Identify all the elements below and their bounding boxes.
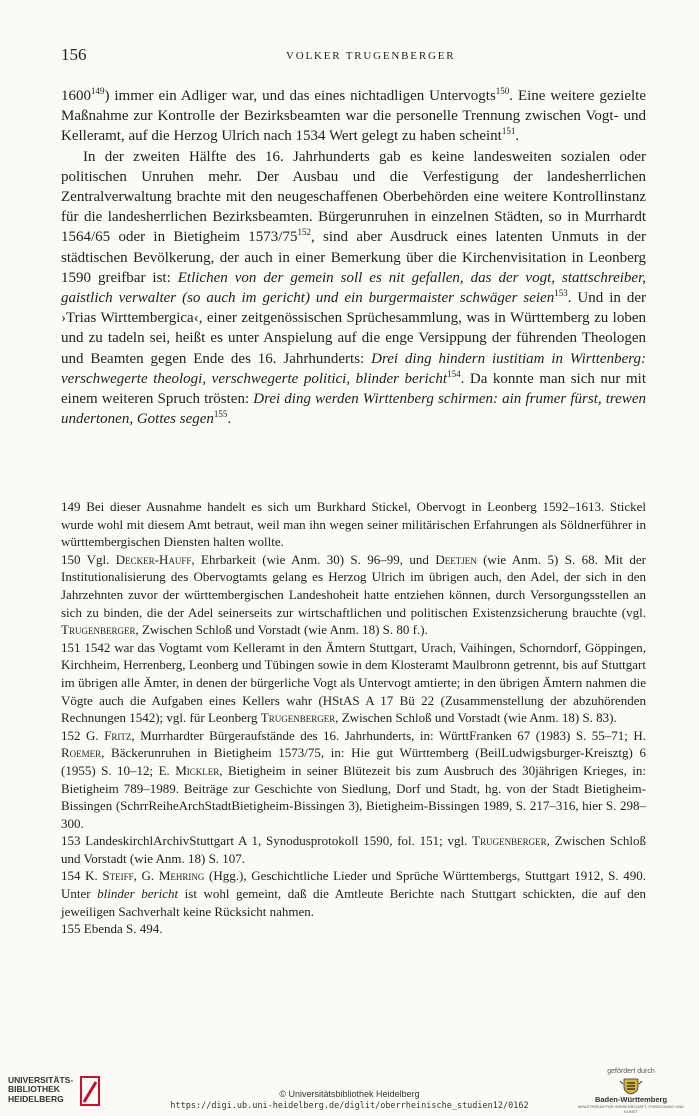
footnote-number: 150 [61,551,81,567]
footnote-154 [61,867,646,920]
state-crest-icon [618,1077,644,1095]
author-name: Mickler [175,762,220,778]
library-name-line: UNIVERSITÄTS- [8,1075,74,1085]
footnotes [61,498,646,938]
paragraph-2 [61,147,646,430]
footnote-text: Vgl. [86,551,116,567]
footnote-number: 151 [61,639,81,655]
author-name: Trugenberger [472,833,547,849]
footnote-text: , Zwischen Schloß und Vorstadt (wie Anm. 18) S. 107. [61,833,647,866]
footnote-text: K. [85,868,103,884]
footnote-number: 155 [61,921,81,937]
footnote-text: LandeskirchlArchivStuttgart A 1, Synodusprotokoll 1590, fol. 151; vgl. [85,833,473,849]
author-name: Steiff [102,868,134,884]
author-name: Fritz [104,727,132,743]
footnote-text: Bei dieser Ausnahme handelt es sich um Burkhard Stickel, Obervogt in Leonberg 1592–1613. Stickel wurde wohl mit diesem Amt betraut, weil man ihn wegen seiner militärischen Erfahrungen als Söldnerführer in württembergischen Diensten halten wollte. [61,499,647,550]
footnote-ref-155[interactable]: 155 [213,409,228,420]
funder-name: Baden-Württemberg [594,1095,668,1104]
footnote-text: , Bietigheim in seiner Blütezeit bis zum Ausbruch des 30jährigen Krieges, in: Bietigheim 789–1989. Beiträge zur Geschichte von Siedlung, Dorf und Stadt, hg. von der Stadt Bietigheim-Bissingen (SchrrReiheArchStadtBietigheim-Bissingen 3), Bietigheim-Bissingen 1989, S. 217–316, hier S. 298–300. [61,762,646,831]
footnote-155 [61,920,646,938]
footnote-text: , Zwischen Schloß und Vorstadt (wie Anm. 18) S. 80 f.). [135,622,428,638]
footnote-ref-150[interactable]: 150 [495,86,510,96]
footnote-text: , Zwischen Schloß und Vorstadt (wie Anm. 18) S. 83). [335,710,617,726]
footnote-number: 149 [61,499,81,514]
quote-term: blinder bericht [97,886,179,902]
quote-trias: Drei ding hindern iustitiam in Wirttenberg: verschwegerte theologi, verschwegerte politici, blinder bericht [61,350,647,387]
text-run: . [515,128,520,145]
text-run: . Da konnte man sich nur mit einem weiteren Spruch trösten: [61,370,646,408]
running-head: VOLKER TRUGENBERGER [286,50,456,62]
page-header [61,45,651,69]
quote-leonberg: Etlichen von der gemein soll es nit gefallen, das der vogt, stattschreiber, gaistlich verwalter (so auch im gericht) und ein burgermaister schwäger seien [61,269,647,307]
footnote-text: , Murrhardter Bürgeraufstände des 16. Jahrhunderts, in: WürttFranken 67 (1983) S. 55–71; H. [131,727,647,743]
author-name: Trugenberger [260,710,336,726]
copyright: © Universitätsbibliothek Heidelberg [279,1089,420,1099]
footnote-text: ist wohl gemeint, daß die Amtleute Berichte nach Stuttgart schickten, die auf den jeweiligen Sachverhalt keine Rücksicht nahmen. [61,886,646,919]
footnote-text: (Hgg.), Geschichtliche Lieder und Sprüche Württembergs, Stuttgart 1912, S. 490. Unter [61,868,646,902]
funder-logo[interactable] [571,1068,691,1114]
footnote-text: Ebenda S. 494. [83,921,163,937]
footnote-150 [61,551,646,639]
footnote-text: 1542 war das Vogtamt vom Kelleramt in den Ämtern Stuttgart, Urach, Vaihingen, Schorndorf, Göppingen, Kirchheim, Herrenberg, Leonberg und Tübingen sowie in dem Klosteramt Maulbronn getrennt, bis auf Stuttgart im übrigen alle Ämter, in denen der bürgerliche Vogt als Untervogt amtierte; in den übrigen Ämtern nahmen die Vögte auch die Aufgaben eines Kellers wahr (HStAS A 17 Bü 22 (Zusammenstellung der abzuhörenden Rechnungen 1542); vgl. für Leonberg [61,639,646,726]
text-run: . Und in der ›Trias Wirttembergica‹, einer zeitgenössischen Sprüchesammlung, was in Württemberg zu loben und zu tadeln sei, heißt es unter Anspielung auf die enge Versippung der führenden Theologen und Beamten gegen Ende des 16. Jahrhunderts: [61,290,647,367]
paragraph-1 [61,86,646,147]
text-run: 1600 [61,88,91,104]
library-name-line: HEIDELBERG [8,1093,64,1104]
footnote-text: (wie Anm. 5) S. 68. Mit der Institutionalisierung des Obervogtamts gelang es Herzog Ulrich im übrigen auch, den Adel, der sich in den Jahrzehnten zuvor der württembergischen Landeshoheit hatte entziehen können, durch Versorgungsstellen an sich zu binden, die der Adel seinerseits zur wirtschaftlichen und politischen Existenzsicherung brauchte (vgl. [61,551,647,620]
library-name-line: BIBLIOTHEK [8,1084,60,1095]
footnote-ref-151[interactable]: 151 [501,126,516,137]
text-run: , sind aber Ausdruck eines latenten Unmuts in der städtischen Bevölkerung, der auch in einer Bemerkung über die Kirchenvisitation in Leonberg 1590 greifbar ist: [61,229,646,286]
footnote-number: 153 [61,833,81,849]
page-number: 156 [61,45,87,64]
footnote-152 [61,727,646,833]
quote-saying: Drei ding werden Wirttenberg schirmen: ain frumer fürst, trewen undertonen, Gottes segen [61,391,647,428]
footnote-number: 152 [61,727,81,743]
footnote-149 [61,498,646,551]
funder-ministry: MINISTERIUM FÜR WISSENSCHAFT, FORSCHUNG UND KUNST [578,1104,684,1114]
footnote-text: , Ehrbarkeit (wie Anm. 30) S. 96–99, und [191,551,436,567]
footnote-ref-149[interactable]: 149 [91,86,105,96]
author-name: Decker-Hauff [115,551,192,567]
author-name: Mehring [158,868,205,884]
text-run: . [227,411,232,428]
text-run: In der zweiten Hälfte des 16. Jahrhunderts gab es keine landesweiten sozialen oder politischen Unruhen mehr. Der Ausbau und die Verfestigung der landesherrlichen Zentralverwaltung brachte mit den neugeschaffenen Oberbehörden eine weitere Kontrollinstanz für die landesherrlichen Bezirksbeamten. Bürgerunruhen in einzelnen Städten, so in Murrhardt 1564/65 oder in Bietigheim 1573/75 [61,148,646,246]
author-name: Trugenberger [61,622,136,638]
footnote-number: 154 [61,868,81,884]
page-url-link[interactable]: https://digi.ub.uni-heidelberg.de/diglit/oberrheinische_studien12/0162 [170,1101,529,1111]
footnote-text: , Bäckerunruhen in Bietigheim 1573/75, in: Hie gut Württemberg (BeilLudwigsburger-Kreisztg) 6 (1955) S. 10–12; E. [61,745,646,778]
main-text [61,86,646,429]
text-run: ) immer ein Adliger war, und das eines nichtadligen Untervogts [104,88,496,104]
footnote-text: , G. [133,868,159,884]
footnote-text: G. [85,727,105,743]
footnote-ref-152[interactable]: 152 [297,227,311,238]
funded-by-label: gefördert durch [607,1068,655,1075]
footnote-ref-153[interactable]: 153 [554,288,568,299]
footnote-ref-154[interactable]: 154 [447,368,461,379]
text-run: . Eine weitere gezielte Maßnahme zur Kontrolle der Bezirksbeamten war die personelle Trennung zwischen Vogt- und Kelleramt, auf die Herzog Ulrich nach 1534 Wert gelegt zu haben scheint [61,88,646,145]
footnote-153 [61,832,646,867]
author-name: Roemer [61,745,102,761]
author-name: Deetjen [435,551,477,567]
footnote-151 [61,639,646,727]
